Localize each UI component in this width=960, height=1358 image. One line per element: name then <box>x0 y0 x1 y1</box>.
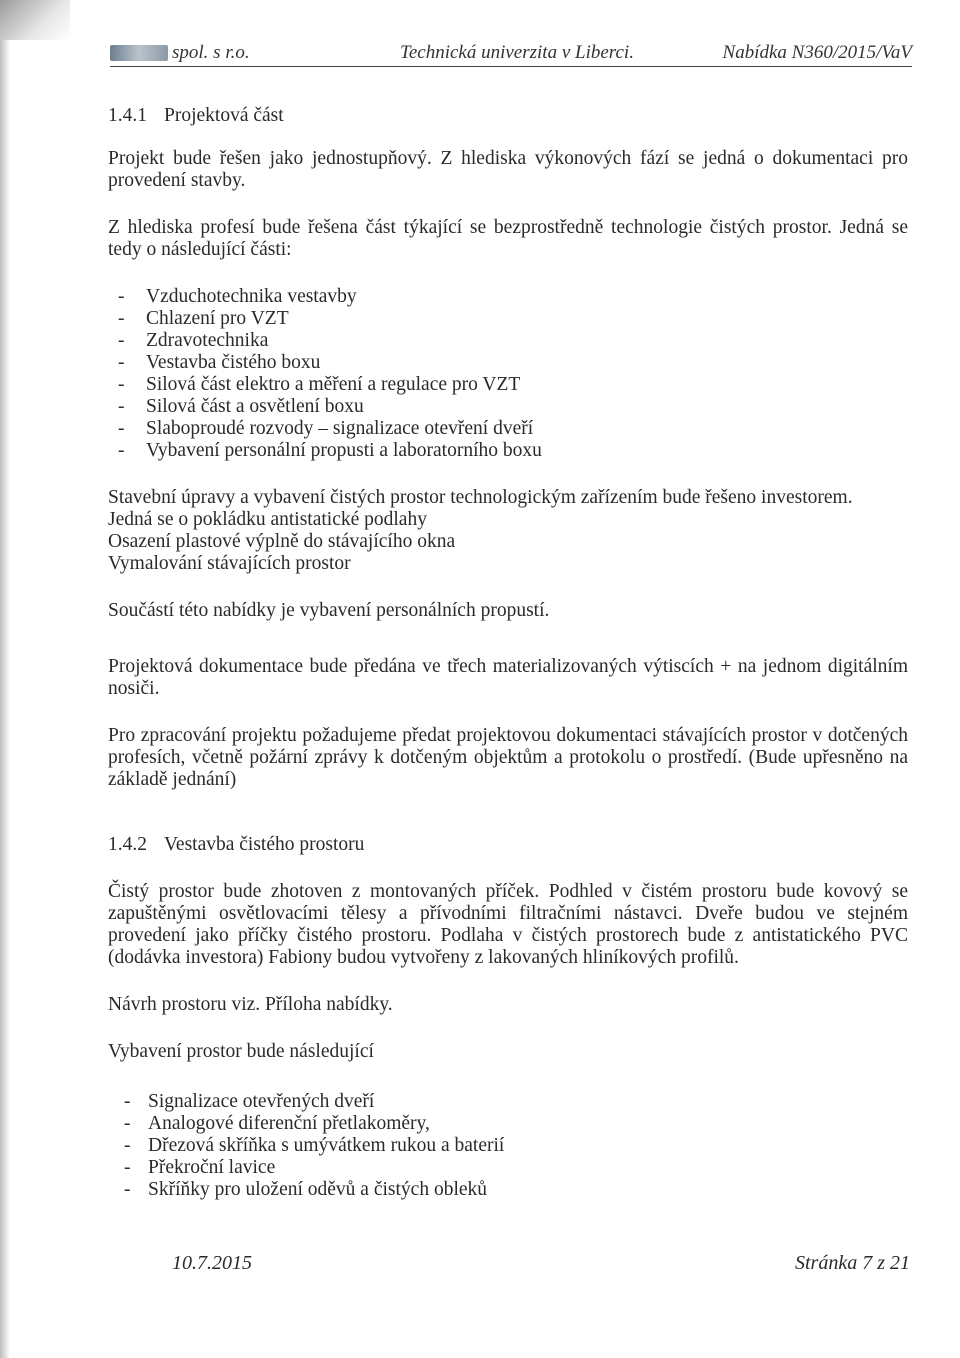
header-divider <box>110 66 912 67</box>
profession-list <box>114 286 908 462</box>
paragraph: Návrh prostoru viz. Příloha nabídky. <box>108 994 393 1015</box>
list-item: - Signalizace otevřených dveří <box>124 1091 375 1112</box>
list-item: - Silová část elektro a měření a regulace pro VZT <box>118 374 521 395</box>
company-name: spol. s r.o. <box>172 42 250 63</box>
section-number: 1.4.1 <box>108 105 147 126</box>
list-item: - Vestavba čistého boxu <box>118 352 321 373</box>
page-header <box>110 38 912 68</box>
paragraph-line: Osazení plastové výplně do stávajícího okna <box>108 531 456 552</box>
list-item: - Vybavení personální propusti a laboratorního boxu <box>118 440 542 461</box>
footer-date: 10.7.2015 <box>172 1252 252 1274</box>
paragraph: Projekt bude řešen jako jednostupňový. Z hlediska výkonových fází se jedná o dokumentaci pro provedení stavby. <box>108 148 908 191</box>
list-item: - Silová část a osvětlení boxu <box>118 396 364 417</box>
paragraph-line: Jedná se o pokládku antistatické podlahy <box>108 509 427 530</box>
list-item: - Chlazení pro VZT <box>118 308 289 329</box>
section-number: 1.4.2 <box>108 834 147 855</box>
paragraph: Projektová dokumentace bude předána ve třech materializovaných výtiscích + na jednom digitálním nosiči. <box>108 656 908 699</box>
page-content <box>108 105 908 1201</box>
equipment-list <box>120 1091 908 1201</box>
paragraph: Z hlediska profesí bude řešena část týkající se bezprostředně technologie čistých prostor. Jedná se tedy o následující části: <box>108 217 908 260</box>
investor-works-block <box>108 487 908 575</box>
university-name: Technická univerzita v Liberci. <box>400 42 634 63</box>
list-item: - Dřezová skříňka s umývátkem rukou a baterií <box>124 1135 505 1156</box>
paragraph-line: Vymalování stávajících prostor <box>108 553 351 574</box>
list-item: - Slaboproudé rozvody – signalizace otevření dveří <box>118 418 534 439</box>
footer-page-number: Stránka 7 z 21 <box>795 1252 910 1274</box>
section-heading-142 <box>108 834 908 856</box>
paragraph: Pro zpracování projektu požadujeme předat projektovou dokumentaci stávajících prostor v dotčených profesích, včetně požární zprávy k dotčeným objektům a protokolu o prostředí. (Bude upřesněno na základě jednání) <box>108 725 908 790</box>
list-item: - Zdravotechnika <box>118 330 269 351</box>
company-logo <box>110 42 250 64</box>
list-item: - Vzduchotechnika vestavby <box>118 286 357 307</box>
scan-edge-shadow <box>0 0 10 1358</box>
page-footer <box>110 1252 910 1282</box>
list-item: - Analogové diferenční přetlakoměry, <box>124 1113 430 1134</box>
paragraph: Vybavení prostor bude následující <box>108 1041 374 1062</box>
section-heading-141 <box>108 105 908 127</box>
list-item: - Překroční lavice <box>124 1157 276 1178</box>
paragraph: Součástí této nabídky je vybavení personálních propustí. <box>108 600 550 621</box>
list-item: - Skříňky pro uložení oděvů a čistých obleků <box>124 1179 488 1200</box>
logo-mark-icon <box>110 45 168 61</box>
section-title: Projektová část <box>164 105 284 126</box>
paragraph-line: Stavební úpravy a vybavení čistých prostor technologickým zařízením bude řešeno investorem. <box>108 487 853 508</box>
paragraph: Čistý prostor bude zhotoven z montovaných příček. Podhled v čistém prostoru bude kovový se zapuštěnými osvětlovacími tělesy a přívodními filtračními nástavci. Dveře budou ve stejném provedení jako příčky čistého prostoru. Podlaha v čistých prostorech bude z antistatického PVC (dodávka investora) Fabiony budou vytvořeny z lakovaných hliníkových profilů. <box>108 881 908 968</box>
scan-corner-shadow <box>0 0 70 40</box>
section-title: Vestavba čistého prostoru <box>164 834 365 855</box>
offer-number: Nabídka N360/2015/VaV <box>722 42 912 63</box>
